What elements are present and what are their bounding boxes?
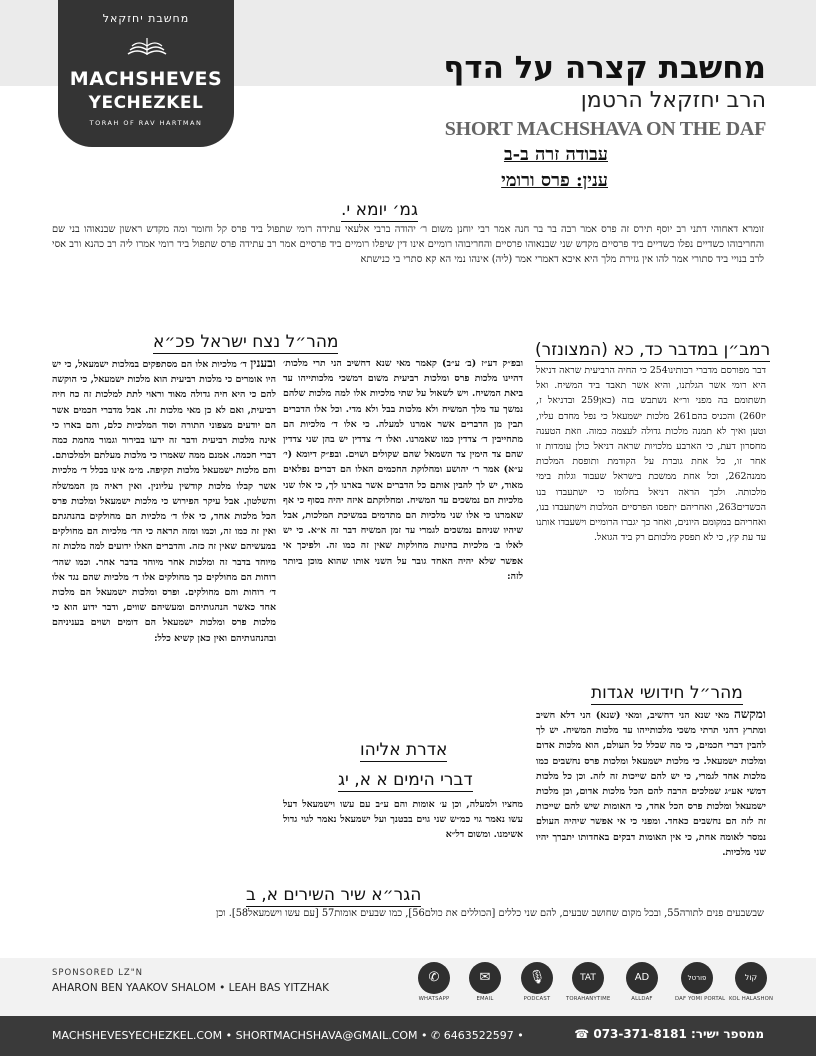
dafyomiportal-label: DAF YOMI PORTAL [675, 996, 726, 1002]
chidushei-body: מאי שנא הני דחשיב, ומאי (שנא) הני דלא חשיב ומתרץ דהני תרתי משכי מלכותייהו עד מלכות המשיח. יש לך להבין דברי חכמים, כי מה שכלל כל העולם, הוא מלכות אדום ומלכות ישמעאל. כי מלכות ישמעאל ומלכות פרס נחשבים כמו מלכות אחד לגמרי, כי יש להם שייכות זה לזה. וכן כל מלכות דמשי אע״ג שמלכים הרבה להם הכל מלכות אדום, וכן מלכות ישמעאל ומלכות פרס הכל אחד, כי האומות שיש להם שייכות זה לזה הם נחשבים כאחד. ומפני כי אי אפשר שיהיה העולם נמסר לאומה אחת, כי אין האומות דבקים באחדותו יתברך יהיו שני מלכיות. [536, 710, 766, 858]
sponsored-names: AHARON BEN YAAKOV SHALOM • LEAH BAS YITZHAK [52, 982, 329, 994]
maharal-col1-lead: ובפ״ק דע״ז (ב׳ ע״ב) קאמר מאי שנא דחשיב הני תרי מלכות׳ דהיינו מלכות פרס ומלכות [283, 358, 523, 385]
email-link[interactable] [463, 962, 507, 1002]
page-title-english: SHORT MACHSHAVA ON THE DAF [444, 118, 766, 140]
podcast-label: PODCAST [523, 996, 551, 1002]
maharal-col2-lead: ובענין [250, 356, 276, 370]
torahanytime-link[interactable] [566, 962, 610, 1002]
shir-text: שבשבעים פנים לתורה55, ובכל מקום שחושב שבעים, להם שני כללים [הכוללים את כולם56], כמו שבעים אומות57 [עם עשו וישמעאל58]. וכן [215, 908, 764, 919]
chidushei-text [536, 707, 766, 915]
maharal-column-left [52, 356, 276, 866]
alldaf-link[interactable] [620, 962, 664, 1002]
kolhalashon-link[interactable] [729, 962, 773, 1002]
logo-line2: YECHEZKEL [88, 93, 204, 113]
podcast-icon: 🎙 [521, 962, 553, 994]
ramban-heading: רמב״ן במדבר כד, כא (המצונזר) [535, 340, 771, 360]
contact-phone-hebrew[interactable]: ממספר ישיר: 073-371-8181 ☎ [574, 1027, 764, 1041]
logo-line1: MACHSHEVES [69, 68, 223, 90]
contact-info[interactable]: MACHSHEVESYECHEZKEL.COM • SHORTMACHSHAVA@GMAIL.COM • ✆ 6463522597 • [52, 1029, 524, 1042]
alldaf-icon: AD [626, 962, 658, 994]
dafyomiportal-icon: פורטל [681, 962, 713, 994]
gemara-heading: גמ׳ יומא י. [341, 200, 418, 220]
aderes-heading: אדרת אליהו [360, 740, 448, 760]
logo [58, 0, 234, 147]
chidushei-heading: מהר״ל חידושי אגדות [591, 683, 743, 703]
whatsapp-icon: ✆ [418, 962, 450, 994]
logo-tagline: TORAH OF RAV HARTMAN [89, 119, 203, 127]
torahanytime-icon: TAT [572, 962, 604, 994]
chidushei-lead: ומקשה [733, 707, 766, 721]
maharal-col1-text: רביעית משום דמשכי מלכותייהו עד ביאת המשיח. ויש לשאול על שתי מלכיות אלו למה מלכות שלהם נמשך עד מלך המשיח ולא מלכות בבל ולא מדי. וכל אלו הדברים תבין מן הדברים אשר אמרנו למעלה. כי אלו ד׳ מלכיות הם מתחייבין ד׳ צדדין כמו שאמרנו. ואלו ד׳ צדדין יש בהן שני צדדין שהם צד הימין צד השמאל שהם שקולים ושוים. ובפ״ק דיומא (י׳ ע״א) אמר ר׳ יהושע ומחלוקת החכמים האלו הם דברים נפלאים מאוד, יש לך להבין אותם כל הדברים אשר בארנו לך, כי אלו שני מלכיות הם נמשכים עד המשיח. ומחלוקתם איזה יהיה בסוף כי אף שאמרנו כי אלו שני מלכיות הם מתדמים במשיכת המלכות, אבל שיהיו שניהם נמשכים לגמרי עד זמן המשיח דבר זה א״א. כי יש לאלו ב׳ מלכיות בחינות מחולקות שאין זה כמו זה. ולפיכך אי אפשר שלא יהיה האחד גובר על השני אותו שהוא מוכן ביותר לזה: [283, 373, 523, 582]
logo-hebrew: מחשבת יחזקאל [102, 12, 190, 25]
kolhalashon-icon: קול [735, 962, 767, 994]
kolhalashon-label: KOL HALASHON [729, 996, 774, 1002]
aderes-subheading: דברי הימים א א, יג [338, 770, 473, 790]
email-icon: ✉ [469, 962, 501, 994]
maharal-col2-text: ד׳ מלכיות אלו הם מסתפקים במלכות ישמעאל, כי יש היו אומרים כי מלכות רביעית הוא מלכות ישמעאל, כי הוקשה להם כי היא חיה גדולה מאוד וראוי לתת למלכות זה כח חיה רביעית, ואם לא כן מאי מלכות זה. אבל מדברי חכמים אשר הם יודעים מצפוני התורה וסוד המלכיות כלם, והם בארו כי אינה מלכות רביעית ודבר זה ידעו בבירור וגמור מחמת כמה דברי חכמה. אמנם ממה שאמרו כי מלכות מעלתם ולמלכותם. והם מלכות ישמעאל מלכות תקיפה. מ״מ אינו בכלל ד׳ מלכיות אשר קבלו מלכות קודשין עליונין. ואין ראיה מן הממשלה והשלטון. אבל עיקר הפירוש כי מלכות ישמעאל ומלכות פרס הכל מלכות אחד, כי אלו ד׳ מלכיות הם מחולקים בהנהגתם ואין זה כמו זה, וכמו ומזה תראה כי הד׳ מלכיות הם מחולקים במעשיהם שאין זה כזה. והדברים האלו ידועים למה מלכות זה מיוחד בדבר זה ומלכות אחר מיוחד בדבר אחר. וכמו שהד׳ רוחות הם מחולקים כך מחולקים אלו ד׳ מלכיות שהם נגד אלו ד׳ רוחות והם מחולקים. ופרס ומלכות ישמעאל הם מלכות אחד כאשר הנהגותיהם ומעשיהם שווים, ודבר ידוע הוא כי מלכות פרס ומלכות ישמעאל הם דומים ושוים בעניניהם ובהנהגותיהם ואין כאן קשיא כלל: [52, 359, 276, 644]
aderes-text: מחציו ולמעלה, וכן ע׳ אומות והם ע״ב עם עשו וישמעאל דעל עשו נאמר גוי כמ״ש שני גוים בבטנך ועל ישמעאל נאמר לגוי גדול אשימנו. ומשום דל״א [283, 799, 523, 841]
maharal-heading: מהר״ל נצח ישראל פכ״א [153, 332, 339, 352]
email-label: EMAIL [476, 996, 494, 1002]
podcast-link[interactable] [515, 962, 559, 1002]
book-icon [126, 34, 168, 58]
gemara-text: זומרא דאחוהי דתני רב יוסף תירס זה פרס אמר רבה בר בר חנה אמר רבי יוחנן משום ר׳ יהודה ברבי אלעאי עתידה רומי שתפול ביד פרס קל וחומר ומה מקדש ראשון שבנאוהו בני שם והחריבוהו כשדיים נפלו כשדיים ביד פרסיים מקדש שני שבנאוהו פרסיים והחריבוהו רומיים אינו דין שיפלו רומיים ביד פרסיים אמר רב עתידה פרס שתפול ביד רומי אמרו ליה רב כהנא ורב אסי לרב בנויי ביד סתורי אמר להו אין גזירת מלך היא איכא דאמרי אמר (ליה) אינהו נמי הא קא סתרי בי כנישתא [52, 224, 764, 265]
shir-heading: הגר״א שיר השירים א, ב [246, 885, 422, 905]
torahanytime-label: TORAHANYTIME [566, 996, 611, 1002]
whatsapp-link[interactable] [412, 962, 456, 1002]
alldaf-label: ALLDAF [631, 996, 653, 1002]
page-title-hebrew: מחשבת קצרה על הדף [443, 50, 766, 86]
dafyomiportal-link[interactable] [675, 962, 726, 1002]
sponsored-label: SPONSORED LZ"N [52, 968, 144, 978]
ramban-text: דבר מפורסם מדברי רבותינו254 כי החיה הרביעית שראה דניאל היא רומי אשר הגלתנו, והיא אשר תאבד ביד המשיח. ואל תשתומם בה מפני ור״א נשתבש בזה (כאן259 ובדניאל ז, יז260) והכניס בהם261 מלכות ישמעאל כי נפל מחדם עליו, וטען ואיך לא תמנה מלכות גדולה לעצמה כמוה. וזאת הטענה מחסרון דעת, כי הארבע מלכויות שראה דניאל כולן עומדות זו אחר זו, כל אחת גוברת על הקודמת ותופסת המלכות ממנה262, וכל אחת ממשכת בישראל שעבוד וגלות בימי מלכותה. ולכך הראה דניאל בחלומו כי ישתעבדו בנו הכשדים263, ואחריהם יתפסו הפרסיים המלכות וישתעבדו בנו, ואחריהם במקומם היונים, ואחר כך יגברו הרומיים וישעבדו אותנו עד עת קץ, כי לא תפסק מלכותם רק ביד הגואל. [536, 365, 766, 544]
whatsapp-label: WHATSAPP [418, 996, 450, 1002]
maharal-column-right [283, 356, 523, 726]
author-name: הרב יחזקאל הרטמן [580, 88, 766, 113]
inyan-label: ענין: פרס ורומי [501, 170, 608, 191]
masechta-label: עבודה זרה ב-ב [503, 144, 608, 165]
